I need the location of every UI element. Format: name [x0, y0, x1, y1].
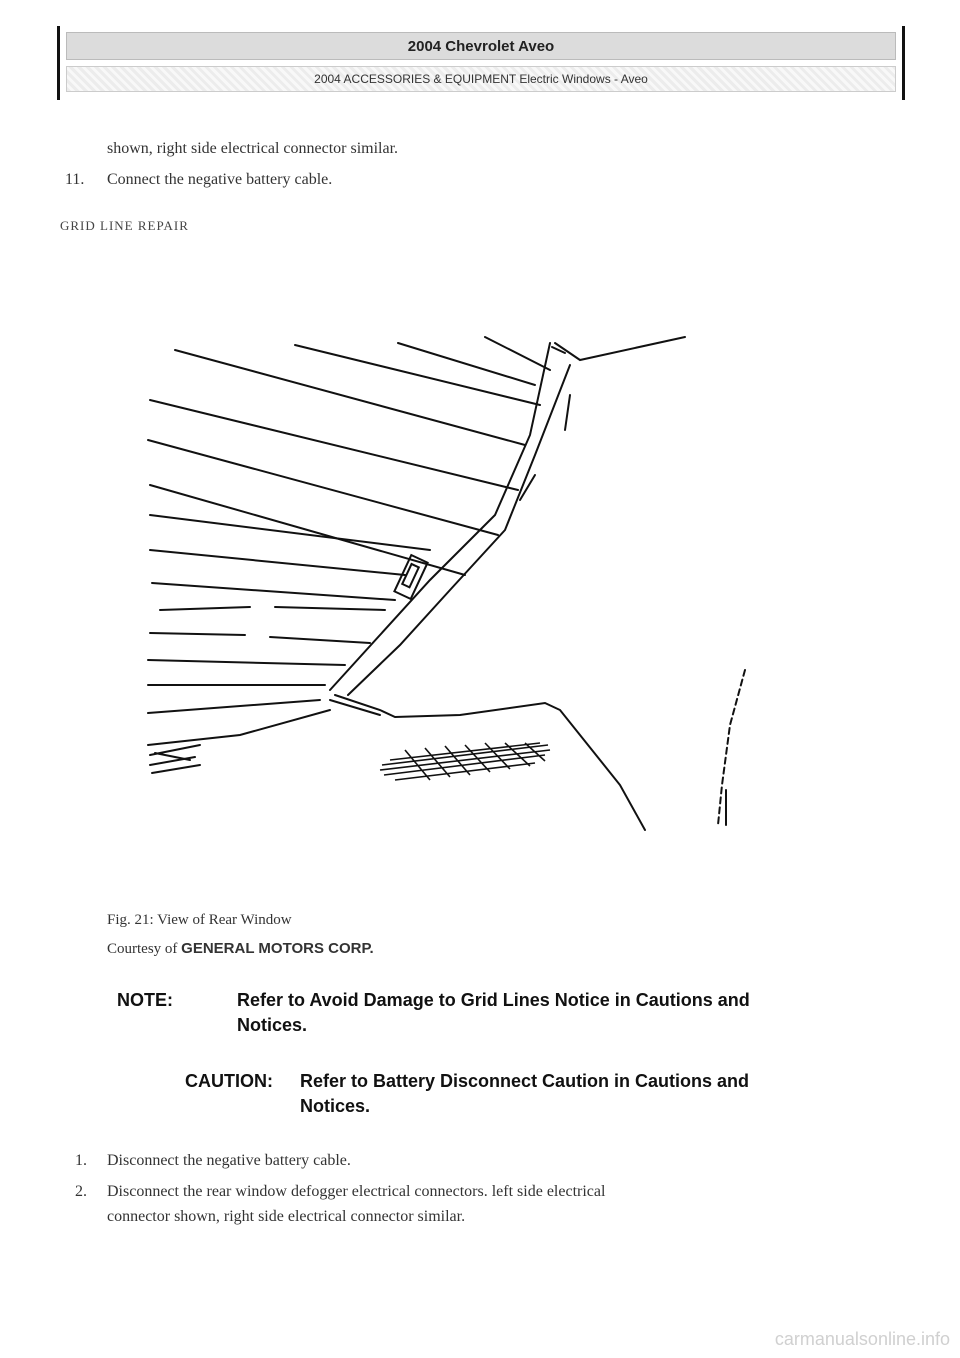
note-label: NOTE: [117, 990, 173, 1010]
watermark: carmanualsonline.info [774, 1329, 950, 1349]
figure-caption: Fig. 21: View of Rear Window [107, 912, 292, 928]
step-11-text: Connect the negative battery cable. [107, 171, 333, 188]
header-title: 2004 Chevrolet Aveo [66, 32, 896, 60]
continued-step-text: shown, right side electrical connector similar. [107, 140, 399, 157]
caution-label: CAUTION: [185, 1071, 273, 1091]
courtesy-company: GENERAL MOTORS CORP. [181, 940, 374, 957]
section-title: GRID LINE REPAIR [60, 218, 189, 233]
step-1-text: Disconnect the negative battery cable. [107, 1152, 351, 1169]
step-1-number: 1. [75, 1152, 87, 1169]
step-2-number: 2. [75, 1183, 87, 1200]
document-header [57, 26, 905, 100]
header-subtitle: 2004 ACCESSORIES & EQUIPMENT Electric Windows - Aveo [66, 66, 896, 92]
caution-text-line1: Refer to Battery Disconnect Caution in Cautions and [300, 1071, 750, 1091]
rear-window-figure [140, 325, 760, 835]
step-11-number: 11. [65, 171, 85, 188]
caution-text-line2: Notices. [300, 1096, 371, 1116]
note-text-line1: Refer to Avoid Damage to Grid Lines Notice in Cautions and [237, 990, 750, 1010]
step-2-text-line1: Disconnect the rear window defogger electrical connectors. left side electrical [107, 1183, 606, 1200]
step-2-text-line2: connector shown, right side electrical connector similar. [107, 1208, 466, 1225]
note-text-line2: Notices. [237, 1015, 308, 1035]
courtesy-prefix: Courtesy of [107, 941, 182, 957]
figure-courtesy [107, 940, 374, 958]
